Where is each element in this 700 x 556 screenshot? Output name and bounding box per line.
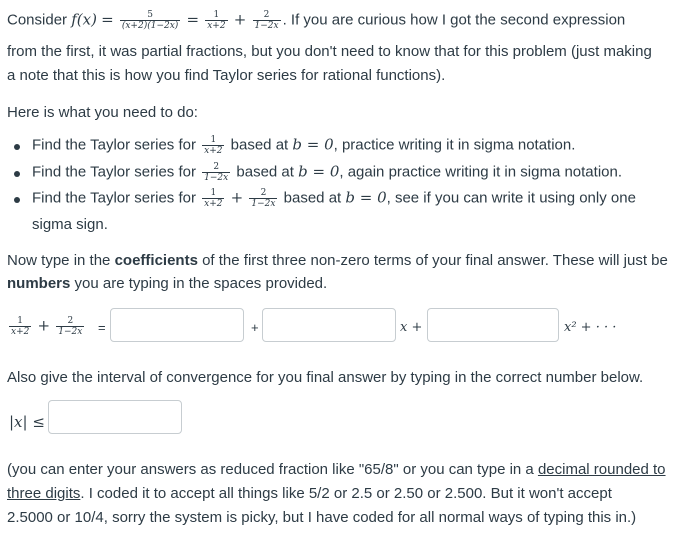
coefficient-3-input[interactable] xyxy=(427,308,559,342)
fraction-2-over-1-minus-2x: $\frac{2}{1-2x}$ xyxy=(204,162,229,183)
bullet-3-line-2: sigma sign. xyxy=(32,216,108,233)
fraction-1-over-x-plus-2: $\frac{1}{x+2}$ xyxy=(204,188,223,209)
intro-line-1 xyxy=(7,10,625,31)
fraction-2-over-1-minus-2x: $\frac{2}{1-2x}$ xyxy=(251,188,276,209)
intro-line-3: a note that this is how you find Taylor series for rational functions). xyxy=(7,67,446,84)
bullet-dot xyxy=(14,144,20,150)
footnote-line-3: 2.5000 or 10/4, sorry the system is picky, but I have coded for all normal ways of typing this in.) xyxy=(7,509,637,526)
footnote-line-1: (you can enter your answers as reduced fraction like "65/8" or you can type in a decimal rounded to xyxy=(7,461,666,478)
plus-sign: + xyxy=(233,10,247,29)
bullet-1: Find the Taylor series for $\frac{1}{x+2}$ based at b = 0, practice writing it in sigma notation. xyxy=(32,135,576,156)
convergence-prompt: Also give the interval of convergence for you final answer by typing in the correct number below. xyxy=(7,369,644,386)
coefficient-2-input[interactable] xyxy=(262,308,396,342)
equals-sign: = xyxy=(98,320,106,335)
fraction-5-over-product: $\frac{5}{(x+2)(1-2x)}$ xyxy=(121,10,179,31)
x-plus-term: x + xyxy=(400,320,423,335)
f-of-x: f(x) xyxy=(71,10,97,29)
radius-input[interactable] xyxy=(48,400,182,434)
bullet-dot xyxy=(14,197,20,203)
bullet-dot xyxy=(14,171,20,177)
x-squared-tail: x² + · · · xyxy=(564,320,617,335)
instructions-line-1: Now type in the coefficients of the first three non-zero terms of your final answer. These will just be xyxy=(7,252,668,269)
bullet-2: Find the Taylor series for $\frac{2}{1-2x}$ based at b = 0, again practice writing it in sigma notation. xyxy=(32,162,623,183)
equation-lhs: $\frac{1}{x+2}$ + $\frac{2}{1-2x}$ xyxy=(11,316,83,337)
equals-sign: = xyxy=(101,10,114,29)
intro-tail: . If you are curious how I got the second expression xyxy=(282,11,626,29)
intro-line-2: from the first, it was partial fractions, but you don't need to know that for this problem (just making xyxy=(7,43,652,60)
decimal-rounded-link: decimal rounded to xyxy=(537,461,666,478)
coefficient-1-input[interactable] xyxy=(110,308,244,342)
instructions-line-2: numbers you are typing in the spaces provided. xyxy=(7,275,328,292)
equals-sign: = xyxy=(186,10,200,29)
consider-text: Consider xyxy=(7,11,68,29)
fraction-1-over-x-plus-2: $\frac{1}{x+2}$ xyxy=(207,10,226,31)
footnote-line-2: three digits. I coded it to accept all things like 5/2 or 2.5 or 2.50 or 2.500. But it won't accept xyxy=(7,485,612,502)
plus-sign: + xyxy=(251,320,259,335)
three-digits-link: three digits xyxy=(7,485,81,502)
fraction-1-over-x-plus-2: $\frac{1}{x+2}$ xyxy=(11,316,30,337)
fraction-1-over-x-plus-2: $\frac{1}{x+2}$ xyxy=(204,135,223,156)
fraction-2-over-1-minus-2x: $\frac{2}{1-2x}$ xyxy=(58,316,83,337)
bullet-3: Find the Taylor series for $\frac{1}{x+2}$ + $\frac{2}{1-2x}$ based at b = 0, see if you can write it using only one xyxy=(32,188,636,209)
abs-x-leq: |x| ≤ xyxy=(9,413,45,431)
todo-heading: Here is what you need to do: xyxy=(7,104,198,121)
fraction-2-over-1-minus-2x: $\frac{2}{1-2x}$ xyxy=(254,10,279,31)
